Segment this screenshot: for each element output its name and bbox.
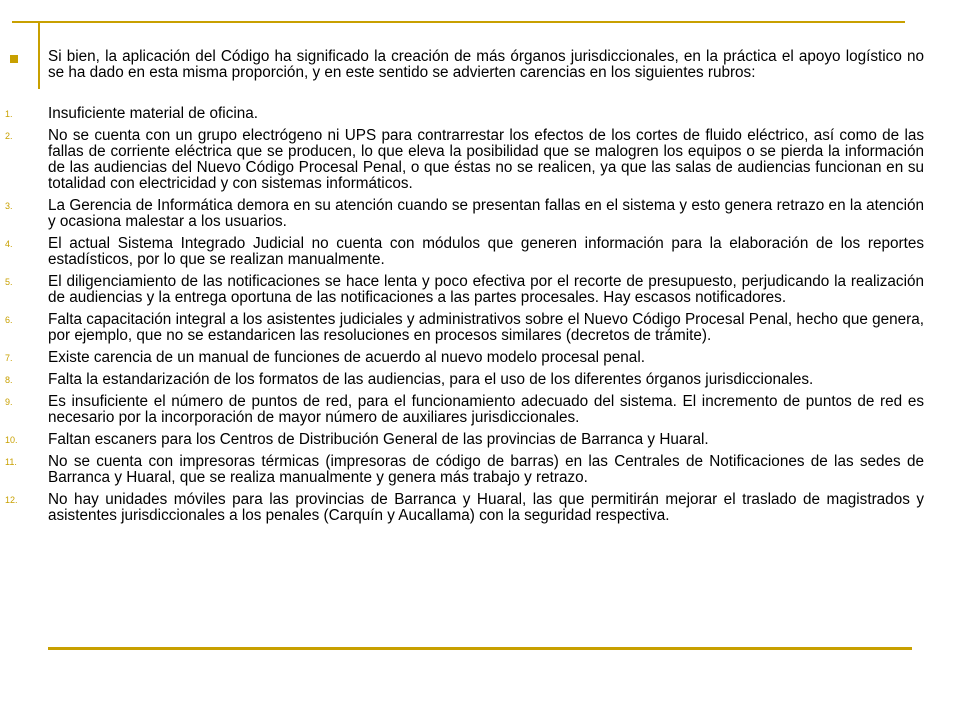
list-item [5, 273, 924, 306]
list-item-text: Falta la estandarización de los formatos de las audiencias, para el uso de los diferentes órganos jurisdiccionales. [48, 371, 814, 388]
list-item-number: 11. [5, 457, 17, 467]
list-item-number: 6. [5, 315, 13, 325]
list-item-number: 10. [5, 435, 18, 445]
list-item [5, 453, 924, 486]
list-item-text: Insuficiente material de oficina. [48, 105, 259, 122]
list-item [5, 311, 924, 344]
list-item-text: Existe carencia de un manual de funciones de acuerdo al nuevo modelo procesal penal. [48, 349, 645, 366]
intro-text: Si bien, la aplicación del Código ha significado la creación de más órganos jurisdiccionales, en la práctica el apoyo logístico no se ha dado en esta misma proporción, y en este sentido se advierten carencias en los siguientes rubros: [48, 48, 924, 81]
list-item-number: 4. [5, 239, 13, 249]
list-item [5, 235, 924, 268]
list-item-number: 5. [5, 277, 13, 287]
list-item-text: No hay unidades móviles para las provincias de Barranca y Huaral, las que permitirán mejorar el traslado de magistrados y asistentes jurisdiccionales a los penales (Carquín y Aucallama) con la seguridad respectiva. [48, 491, 924, 524]
list-item [5, 491, 924, 524]
list-item [5, 105, 924, 122]
list-item-number: 12. [5, 495, 18, 505]
list-item-text: Falta capacitación integral a los asistentes judiciales y administrativos sobre el Nuevo Código Procesal Penal, hecho que genera, por ejemplo, que no se estandaricen las resoluciones en procesos similares (decretos de trámite). [48, 311, 924, 344]
list-item [5, 349, 924, 366]
list-item-number: 1. [5, 109, 13, 119]
list-item-text: Es insuficiente el número de puntos de red, para el funcionamiento adecuado del sistema. El incremento de puntos de red es necesario por la incorporación de mayor número de auxiliares jurisdiccionales. [48, 393, 924, 426]
list-item-number: 8. [5, 375, 13, 385]
list-item-text: La Gerencia de Informática demora en su atención cuando se presentan fallas en el sistema y esto genera retrazo en la atención y ocasiona malestar a los usuarios. [48, 197, 924, 230]
list-item-number: 7. [5, 353, 13, 363]
list-item-text: No se cuenta con impresoras térmicas (impresoras de código de barras) en las Centrales de Notificaciones de las sedes de Barranca y Huaral, que se realiza manualmente y genera más trabajo y retrazo. [48, 453, 924, 486]
bottom-rule [48, 647, 912, 650]
top-rule [12, 21, 905, 23]
intro-paragraph [10, 49, 924, 81]
list-item-number: 2. [5, 131, 13, 141]
numbered-list [5, 105, 924, 524]
list-item [5, 371, 924, 388]
list-item [5, 393, 924, 426]
list-item-text: No se cuenta con un grupo electrógeno ni UPS para contrarrestar los efectos de los cortes de fluido eléctrico, así como de las fallas de corriente eléctrica que se producen, lo que eleva la posibilidad que se malogren los equipos o se pierda la información de las audiencias del Nuevo Código Procesal Penal, o que éstas no se realicen, ya que las salas de audiencias funcionan en su totalidad con electricidad y con sistemas informáticos. [48, 127, 924, 192]
list-item-number: 9. [5, 397, 13, 407]
slide-content [5, 48, 924, 530]
list-item [5, 197, 924, 230]
list-item [5, 431, 924, 448]
list-item-text: El actual Sistema Integrado Judicial no cuenta con módulos que generen información para la elaboración de los reportes estadísticos, por lo que se realizan manualmente. [48, 235, 924, 268]
list-item [5, 127, 924, 192]
list-item-number: 3. [5, 201, 13, 211]
list-item-text: Faltan escaners para los Centros de Distribución General de las provincias de Barranca y Huaral. [48, 431, 709, 448]
square-bullet-icon [10, 55, 18, 63]
list-item-text: El diligenciamiento de las notificaciones se hace lenta y poco efectiva por el recorte de presupuesto, perjudicando la realización de audiencias y la entrega oportuna de las notificaciones a las partes procesales. Hay escasos notificadores. [48, 273, 924, 306]
